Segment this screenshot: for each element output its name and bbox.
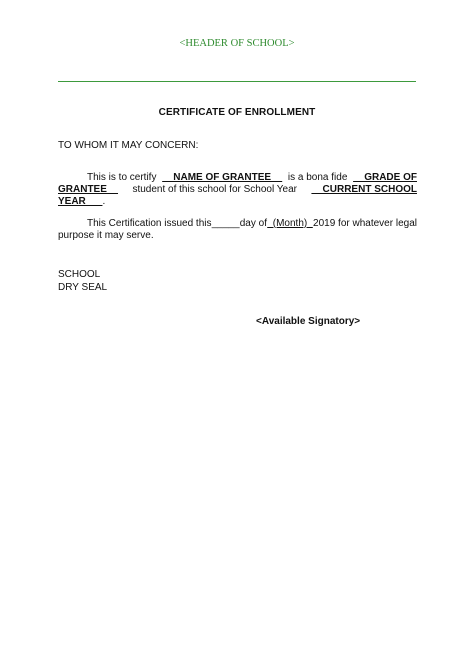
grantee-name-field: NAME OF GRANTEE bbox=[162, 172, 283, 183]
paragraph-line bbox=[58, 172, 417, 184]
header-divider bbox=[58, 81, 416, 82]
day-blank: _____ bbox=[211, 218, 240, 229]
year-legal-text: 2019 for whatever legal bbox=[313, 218, 417, 229]
period: . bbox=[102, 196, 106, 207]
certification-paragraph bbox=[58, 172, 417, 208]
paragraph-line bbox=[58, 196, 417, 208]
bona-fide-text: is a bona fide bbox=[287, 172, 348, 183]
seal-line-dry-seal: DRY SEAL bbox=[58, 281, 108, 293]
paragraph-segment bbox=[58, 218, 212, 230]
issued-text: This Certification issued this bbox=[87, 218, 212, 229]
school-header: <HEADER OF SCHOOL> bbox=[179, 38, 295, 49]
grade-field: GRADE OF bbox=[353, 172, 417, 183]
salutation: TO WHOM IT MAY CONCERN: bbox=[58, 140, 199, 151]
issuance-paragraph bbox=[58, 218, 417, 242]
paragraph-segment bbox=[58, 172, 156, 184]
school-seal-label bbox=[58, 269, 107, 294]
seal-line-school: SCHOOL bbox=[58, 269, 101, 280]
school-year-field-continued: YEAR bbox=[58, 196, 103, 207]
grade-field-continued: GRANTEE bbox=[58, 184, 119, 195]
lead-text: This is to certify bbox=[87, 172, 157, 183]
paragraph-line bbox=[58, 218, 417, 230]
student-text: student of this school for School Year bbox=[132, 184, 297, 195]
paragraph-line bbox=[58, 184, 417, 196]
school-year-field: CURRENT SCHOOL bbox=[311, 184, 417, 195]
signatory: <Available Signatory> bbox=[256, 316, 361, 327]
month-field: (Month) bbox=[267, 218, 313, 229]
day-of-text: day of bbox=[239, 218, 267, 229]
paragraph-line bbox=[58, 230, 417, 242]
page-title: CERTIFICATE OF ENROLLMENT bbox=[158, 107, 316, 118]
purpose-text: purpose it may serve. bbox=[58, 230, 154, 241]
